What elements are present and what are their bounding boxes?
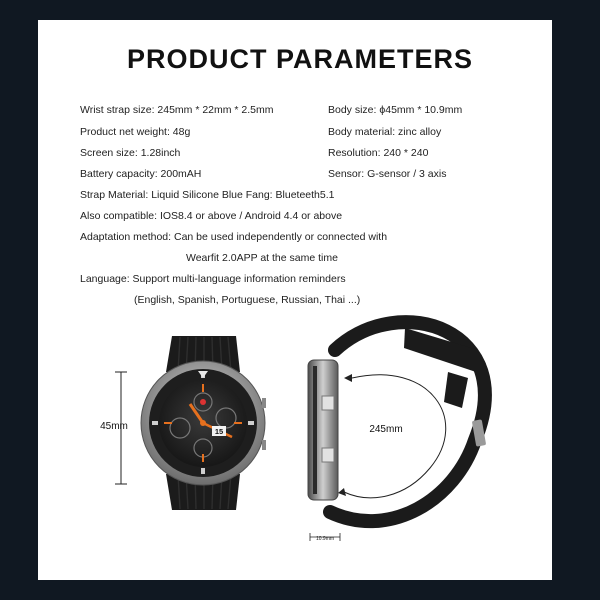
spec-battery: Battery capacity: 200mAH xyxy=(80,168,202,180)
spec-screen-size: Screen size: 1.28inch xyxy=(80,147,181,159)
spec-wrist-strap: Wrist strap size: 245mm * 22mm * 2.5mm xyxy=(80,104,274,116)
arc-arrow-end xyxy=(338,488,346,496)
crown-lower xyxy=(262,440,266,450)
spec-adaptation: Adaptation method: Can be used independently or connected with xyxy=(80,231,388,243)
spec-adaptation-continued: Wearfit 2.0APP at the same time xyxy=(186,252,338,264)
page-title: PRODUCT PARAMETERS xyxy=(126,44,473,74)
side-button-upper xyxy=(322,396,334,410)
case-side-bezel-edge xyxy=(313,366,317,494)
hand-pivot xyxy=(200,420,206,426)
date-number: 15 xyxy=(214,427,224,436)
spec-language-continued: (English, Spanish, Portuguese, Russian, Thai ...) xyxy=(134,294,361,306)
watch-side-view xyxy=(308,322,486,521)
spec-language: Language: Support multi-language information reminders xyxy=(80,273,346,285)
height-dimension xyxy=(100,372,128,484)
side-button-lower xyxy=(322,448,334,462)
case-side xyxy=(308,360,338,500)
heart-indicator xyxy=(200,399,206,405)
spec-compatible: Also compatible: IOS8.4 or above / Android 4.4 or above xyxy=(80,210,343,222)
spec-body-size: Body size: ϕ45mm * 10.9mm xyxy=(328,104,463,116)
dimension-face-height: 45mm xyxy=(100,421,128,432)
strap-length-arc xyxy=(344,375,446,498)
dimension-thickness: 10.9mm xyxy=(315,536,335,542)
spec-resolution: Resolution: 240 * 240 xyxy=(328,147,429,159)
strap-keeper xyxy=(444,372,468,408)
crown-upper xyxy=(262,398,266,408)
spec-strap-material: Strap Material: Liquid Silicone Blue Fang: Blueteeth5.1 xyxy=(80,189,335,201)
arc-arrow-start xyxy=(344,374,352,382)
spec-sensor: Sensor: G-sensor / 3 axis xyxy=(328,168,447,180)
dimension-strap-length: 245mm xyxy=(369,424,403,435)
spec-body-material: Body material: zinc alloy xyxy=(328,126,442,138)
watch-front-view xyxy=(141,336,266,510)
spec-net-weight: Product net weight: 48g xyxy=(80,126,191,138)
thickness-dimension xyxy=(310,533,340,542)
